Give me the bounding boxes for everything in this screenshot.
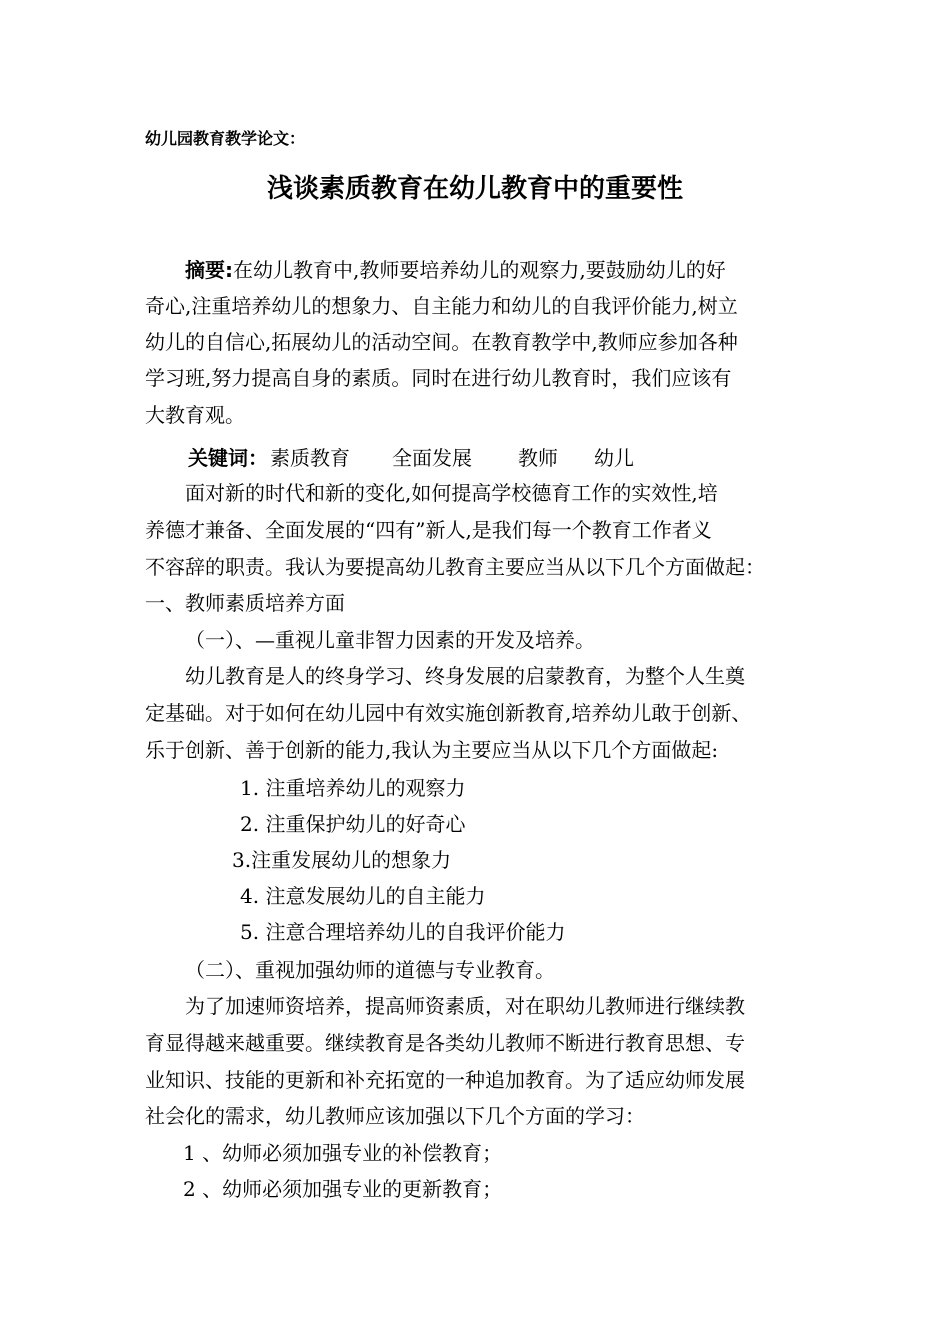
list-item: 1. 注重培养幼儿的观察力 — [240, 776, 466, 800]
list-item: 2 、幼师必须加强专业的更新教育； — [183, 1177, 503, 1201]
keyword-item: 全面发展 — [392, 446, 472, 470]
abstract-line-1 — [185, 258, 726, 282]
list-item: 2. 注重保护幼儿的好奇心 — [240, 812, 466, 836]
paragraph-2-line-3: 业知识、技能的更新和补充拓宽的一种追加教育。为了适应幼师发展 — [145, 1068, 745, 1092]
page-title: 浅谈素质教育在幼儿教育中的重要性 — [266, 174, 683, 204]
abstract-line-2: 奇心,注重培养幼儿的想象力、自主能力和幼儿的自我评价能力,树立 — [145, 294, 738, 318]
keywords-heading: 关键词： — [188, 446, 268, 470]
abstract-text: 在幼儿教育中,教师要培养幼儿的观察力,要鼓励幼儿的好 — [233, 258, 726, 282]
keyword-item: 教师 — [518, 446, 558, 470]
doc-label: 幼儿园教育教学论文： — [145, 129, 306, 148]
abstract-heading: 摘要: — [185, 258, 233, 282]
subsection-heading-1: （一）、—重视儿童非智力因素的开发及培养。 — [185, 628, 595, 652]
abstract-line-3: 幼儿的自信心,拓展幼儿的活动空间。在教育教学中,教师应参加各种 — [145, 330, 738, 354]
subsection-heading-2: （二）、重视加强幼师的道德与专业教育。 — [185, 958, 555, 982]
intro-line-2: 养德才兼备、全面发展的“四有”新人,是我们每一个教育工作者义 — [145, 518, 712, 542]
paragraph-2-line-4: 社会化的需求，幼儿教师应该加强以下几个方面的学习： — [145, 1104, 645, 1128]
paragraph-1-line-3: 乐于创新、善于创新的能力,我认为主要应当从以下几个方面做起: — [145, 738, 719, 762]
abstract-line-4: 学习班,努力提高自身的素质。同时在进行幼儿教育时，我们应该有 — [145, 366, 732, 390]
intro-line-3: 不容辞的职责。我认为要提高幼儿教育主要应当从以下几个方面做起： — [145, 555, 765, 579]
paragraph-2-line-2: 育显得越来越重要。继续教育是各类幼儿教师不断进行教育思想、专 — [145, 1031, 745, 1055]
section-heading: 一、教师素质培养方面 — [145, 591, 345, 615]
list-item: 5. 注意合理培养幼儿的自我评价能力 — [240, 920, 566, 944]
list-item: 3.注重发展幼儿的想象力 — [232, 848, 452, 872]
paragraph-1-line-1: 幼儿教育是人的终身学习、终身发展的启蒙教育，为整个人生奠 — [185, 664, 745, 688]
list-item: 1 、幼师必须加强专业的补偿教育； — [183, 1141, 503, 1165]
keyword-item: 幼儿 — [594, 446, 634, 470]
keywords-line — [188, 446, 634, 470]
paragraph-2-line-1: 为了加速师资培养，提高师资素质，对在职幼儿教师进行继续教 — [185, 994, 745, 1018]
intro-line-1: 面对新的时代和新的变化,如何提高学校德育工作的实效性,培 — [185, 481, 718, 505]
list-item: 4. 注意发展幼儿的自主能力 — [240, 884, 486, 908]
keyword-item: 素质教育 — [270, 446, 350, 470]
paragraph-1-line-2: 定基础。对于如何在幼儿园中有效实施创新教育,培养幼儿敢于创新、 — [145, 701, 752, 725]
abstract-line-5: 大教育观。 — [145, 403, 245, 427]
